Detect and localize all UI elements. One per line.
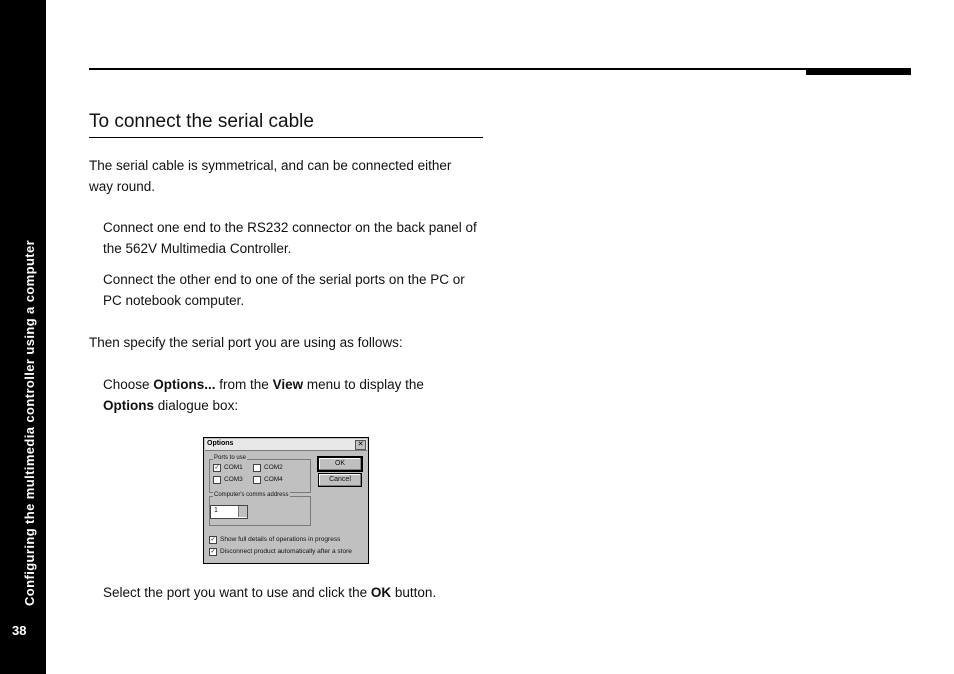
page-number: 38 [12, 623, 27, 638]
dialog-title: Options [207, 440, 234, 447]
chapter-title: Configuring the multimedia controller using a computer [22, 239, 37, 606]
dialog-title-bar [205, 439, 367, 451]
step-select-port: Select the port you want to use and click the OK button. [103, 585, 437, 600]
step-connect-controller: Connect one end to the RS232 connector on the back panel of the 562V Multimedia Controller. [103, 220, 477, 256]
specify-port-paragraph: Then specify the serial port you are using as follows: [89, 335, 403, 350]
ports-group-label: Ports to use [214, 455, 247, 461]
ok-button[interactable]: OK [318, 457, 362, 471]
address-spinner[interactable] [210, 505, 248, 519]
show-details-label: Show full details of operations in progress [220, 536, 341, 543]
step-connect-pc: Connect the other end to one of the serial ports on the PC or PC notebook computer. [103, 272, 465, 308]
show-details-checkbox[interactable]: ✓ [210, 537, 216, 543]
com1-checkbox[interactable]: ✓ [214, 465, 220, 471]
close-icon[interactable]: ✕ [355, 440, 366, 450]
disconnect-checkbox[interactable]: ✓ [210, 549, 216, 555]
header-rule [89, 68, 806, 70]
com3-checkbox[interactable] [213, 476, 221, 484]
section-heading: To connect the serial cable [89, 111, 483, 138]
intro-paragraph: The serial cable is symmetrical, and can be connected either way round. [89, 158, 452, 194]
com4-label: COM4 [264, 476, 283, 483]
cancel-button[interactable]: Cancel [318, 473, 362, 487]
com3-label: COM3 [224, 476, 243, 483]
com2-label: COM2 [264, 464, 283, 471]
spinner-arrows-icon[interactable] [238, 506, 247, 517]
com4-checkbox[interactable] [253, 476, 261, 484]
com1-label: COM1 [224, 464, 243, 471]
disconnect-label: Disconnect product automatically after a store [220, 548, 352, 555]
header-rule-tab [806, 68, 911, 75]
com2-checkbox[interactable] [253, 464, 261, 472]
address-value: 1 [214, 507, 218, 514]
step-open-options: Choose Options... from the View menu to display the Options dialogue box: [103, 377, 424, 413]
address-group-label: Computer's comms address [214, 492, 289, 498]
sidebar-band [0, 0, 46, 674]
